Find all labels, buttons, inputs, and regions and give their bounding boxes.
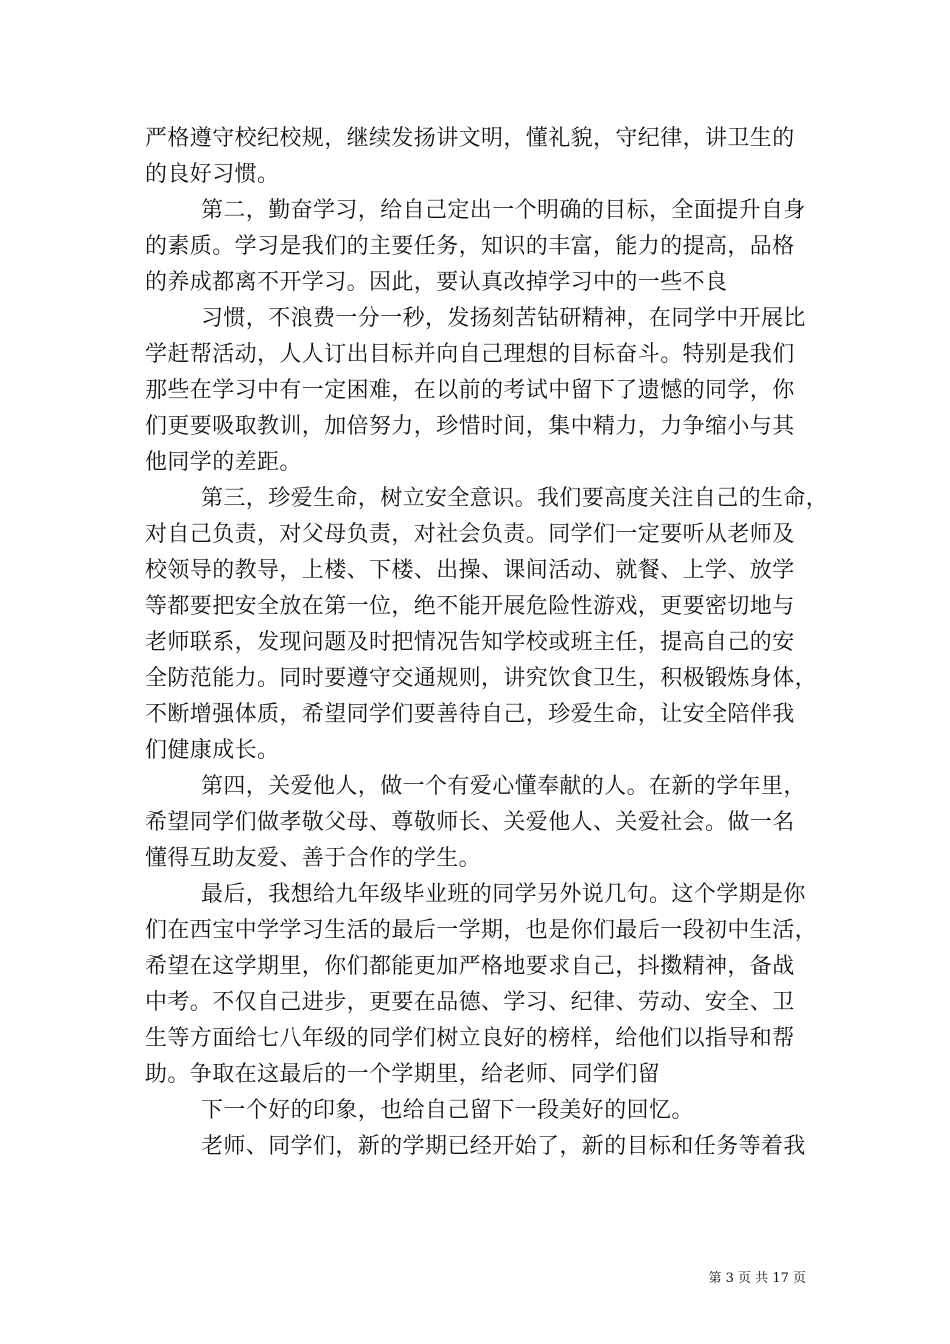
text-line: 生等方面给七八年级的同学们树立良好的榜样，给他们以指导和帮 (145, 1026, 795, 1051)
text-line: 助。争取在这最后的一个学期里，给老师、同学们留 (145, 1062, 661, 1087)
text-line: 们在西宝中学学习生活的最后一学期，也是你们最后一段初中生活， (145, 918, 818, 943)
text-line: 下一个好的印象，也给自己留下一段美好的回忆。 (201, 1098, 694, 1123)
text-line: 老师联系，发现问题及时把情况告知学校或班主任，提高自己的安 (145, 630, 795, 655)
text-line: 中考。不仅自己进步，更要在品德、学习、纪律、劳动、安全、卫 (145, 990, 795, 1015)
text-line: 希望同学们做孝敬父母、尊敬师长、关爱他人、关爱社会。做一名 (145, 810, 795, 835)
text-line: 第四，关爱他人，做一个有爱心懂奉献的人。在新的学年里， (201, 774, 806, 799)
text-line: 校领导的教导，上楼、下楼、出操、课间活动、就餐、上学、放学 (145, 558, 795, 583)
text-line: 那些在学习中有一定困难，在以前的考试中留下了遗憾的同学，你 (145, 378, 795, 403)
text-line: 习惯，不浪费一分一秒，发扬刻苦钻研精神，在同学中开展比 (201, 306, 806, 331)
text-line: 等都要把安全放在第一位，绝不能开展危险性游戏，更要密切地与 (145, 594, 795, 619)
text-line: 全防范能力。同时要遵守交通规则，讲究饮食卫生，积极锻炼身体， (145, 666, 818, 691)
text-line: 对自己负责，对父母负责，对社会负责。同学们一定要听从老师及 (145, 522, 795, 547)
text-line: 懂得互助友爱、善于合作的学生。 (145, 846, 482, 871)
text-line: 不断增强体质，希望同学们要善待自己，珍爱生命，让安全陪伴我 (145, 702, 795, 727)
text-line: 严格遵守校纪校规，继续发扬讲文明，懂礼貌，守纪律，讲卫生的 (145, 126, 795, 151)
text-line: 学赶帮活动，人人订出目标并向自己理想的目标奋斗。特别是我们 (145, 342, 795, 367)
text-line: 第三，珍爱生命，树立安全意识。我们要高度关注自己的生命， (201, 486, 829, 511)
text-line: 他同学的差距。 (145, 450, 302, 475)
text-line: 的良好习惯。 (145, 162, 280, 187)
text-line: 的养成都离不开学习。因此，要认真改掉学习中的一些不良 (145, 270, 728, 295)
page-number: 第 3 页 共 17 页 (708, 1271, 806, 1286)
text-line: 们健康成长。 (145, 738, 280, 763)
text-line: 最后，我想给九年级毕业班的同学另外说几句。这个学期是你 (201, 882, 806, 907)
text-line: 老师、同学们，新的学期已经开始了，新的目标和任务等着我 (201, 1134, 806, 1159)
text-line: 希望在这学期里，你们都能更加严格地要求自己，抖擞精神，备战 (145, 954, 795, 979)
text-line: 们更要吸取教训，加倍努力，珍惜时间，集中精力，力争缩小与其 (145, 414, 795, 439)
text-line: 的素质。学习是我们的主要任务，知识的丰富，能力的提高，品格 (145, 234, 795, 259)
text-line: 第二，勤奋学习，给自己定出一个明确的目标，全面提升自身 (201, 198, 806, 223)
